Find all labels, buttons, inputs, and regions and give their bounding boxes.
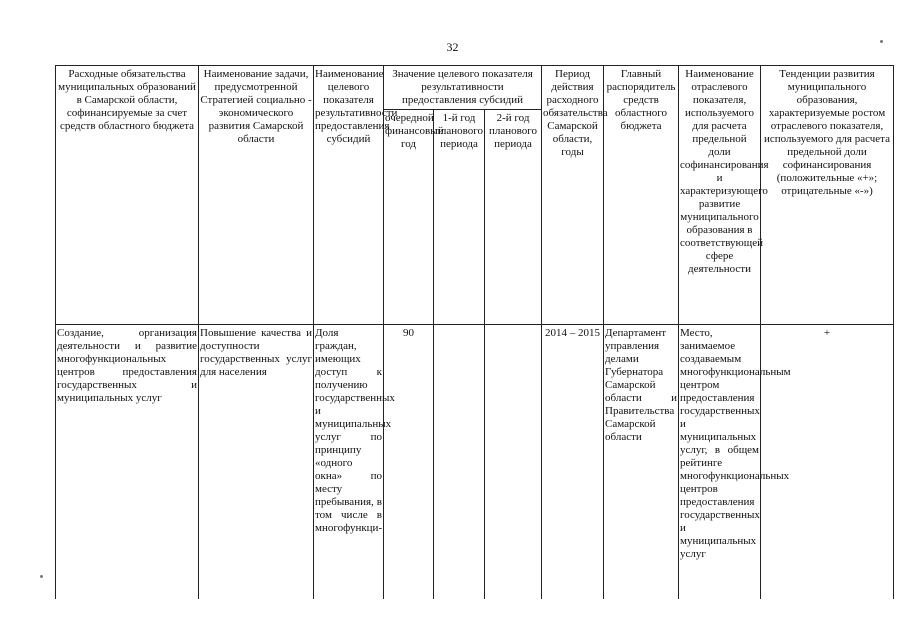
cell-obligation: Создание, организация деятельности и развитие многофункциональных центров предоставления государственных и муниципальных услуг bbox=[56, 325, 199, 600]
scan-speck bbox=[880, 40, 883, 43]
page-number: 32 bbox=[446, 40, 459, 54]
cell-administrator: Департамент управления делами Губернатора Самарской области и Правительства Самарской области bbox=[604, 325, 679, 600]
header-sector-indicator: Наименование отраслевого показателя, используемого для расчета предельной доли софинансирования и характеризующего развитие муниципального образования в соответствующей сфере деятельности bbox=[679, 66, 761, 325]
table-row bbox=[56, 325, 894, 600]
cell-trend: + bbox=[761, 325, 894, 600]
header-indicator: Наименование целевого показателя результативности предоставления субсидий bbox=[314, 66, 384, 325]
cell-value-next-year: 90 bbox=[384, 325, 434, 600]
cell-period: 2014 – 2015 bbox=[542, 325, 604, 600]
cell-task: Повышение качества и доступности государственных услуг для населения bbox=[199, 325, 314, 600]
header-plan-year-2: 2-й год планового периода bbox=[485, 110, 542, 325]
header-next-year: очередной финансовый год bbox=[384, 110, 434, 325]
header-trends: Тенденции развития муниципального образования, характеризуемые ростом отраслевого показателя, используемого для расчета предельной доли софинансирования (положительные «+»; отрицательные «-») bbox=[761, 66, 894, 325]
cell-value-plan-1 bbox=[434, 325, 485, 600]
header-period: Период действия расходного обязательства Самарской области, годы bbox=[542, 66, 604, 325]
cell-value-plan-2 bbox=[485, 325, 542, 600]
header-plan-year-1: 1-й год планового периода bbox=[434, 110, 485, 325]
header-task: Наименование задачи, предусмотренной Стратегией социально - экономического развития Самарской области bbox=[199, 66, 314, 325]
header-obligations: Расходные обязательства муниципальных образований в Самарской области, софинансируемые за счет средств областного бюджета bbox=[56, 66, 199, 325]
cell-indicator: Доля граждан, имеющих доступ к получению государственных и муниципальных услуг по принципу «одного окна» по месту пребывания, в том числе в многофункци- bbox=[314, 325, 384, 600]
subsidy-indicators-table bbox=[55, 65, 894, 599]
cell-sector-indicator: Место, занимаемое создаваемым многофункциональным центром предоставления государственных и муниципальных услуг, в общем рейтинге многофункциональных центров предоставления государственных и муниципальных услуг bbox=[679, 325, 761, 600]
header-indicator-values: Значение целевого показателя результативности предоставления субсидий bbox=[384, 66, 542, 110]
scan-speck bbox=[40, 575, 43, 578]
header-administrator: Главный распорядитель средств областного бюджета bbox=[604, 66, 679, 325]
